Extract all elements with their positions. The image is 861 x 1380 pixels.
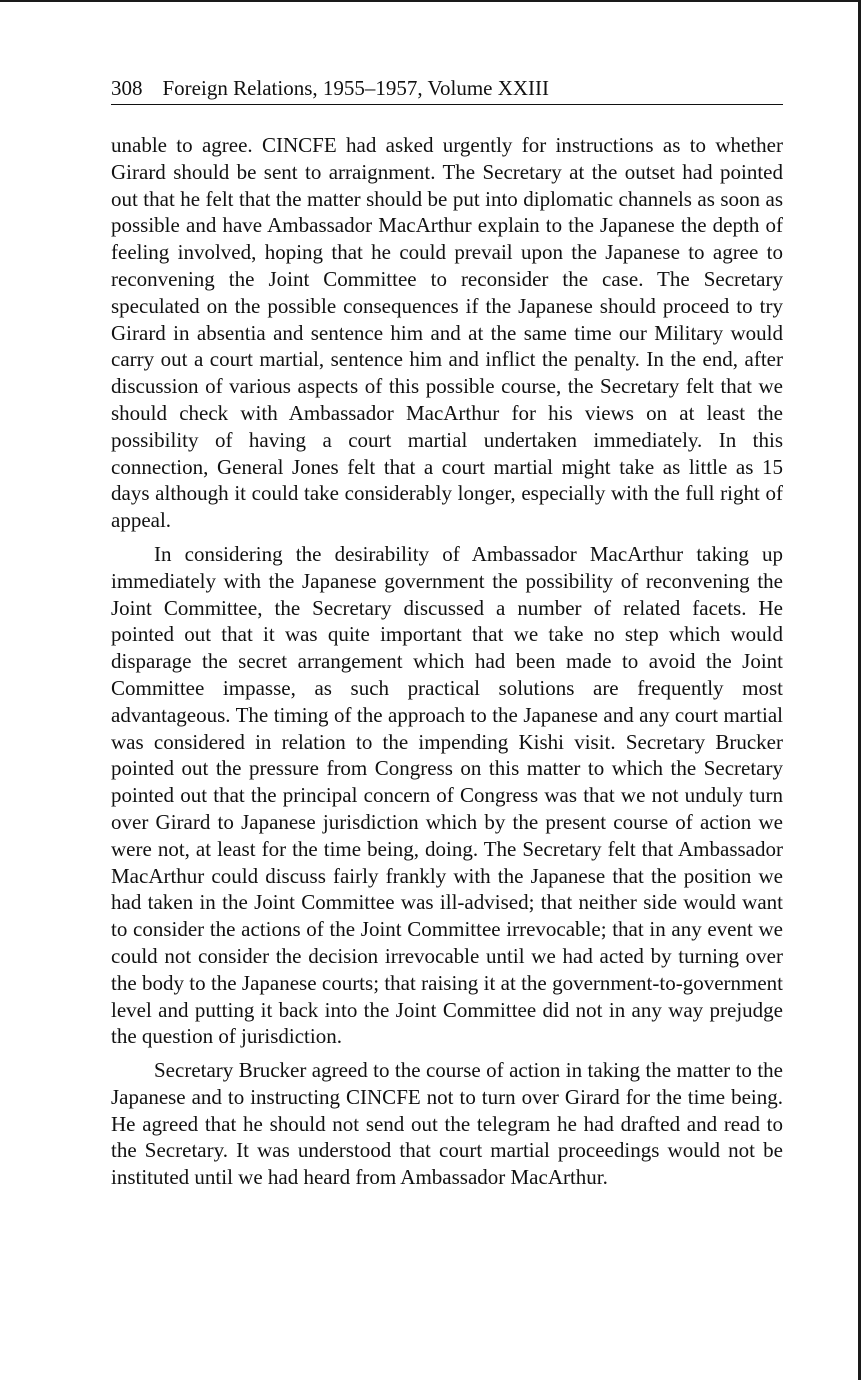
running-title: Foreign Relations, 1955–1957, Volume XXIII (162, 76, 550, 100)
document-page (111, 74, 783, 1191)
paragraph-continuation: unable to agree. CINCFE had asked urgently for instructions as to whether Girard should be sent to arraignment. The Secretary at the outset had pointed out that he felt that the matter should be put into diplomatic channels as soon as possible and have Ambassador MacArthur explain to the Japanese the depth of feeling involved, hoping that he could prevail upon the Japanese to agree to reconvening the Joint Committee to reconsider the case. The Secretary speculated on the possible consequences if the Japanese should proceed to try Girard in absentia and sentence him and at the same time our Military would carry out a court martial, sentence him and inflict the penalty. In the end, after discussion of various aspects of this possible course, the Secretary felt that we should check with Ambassador MacArthur for his views on at least the possibility of having a court martial undertaken immediately. In this connection, General Jones felt that a court martial might take as little as 15 days although it could take considerably longer, especially with the full right of appeal. (111, 133, 783, 533)
page-number: 308 (111, 76, 143, 100)
running-header (111, 74, 783, 105)
body-text (111, 132, 783, 1191)
paragraph-brucker-agreement: Secretary Brucker agreed to the course of action in taking the matter to the Japanese and to instructing CINCFE not to turn over Girard for the time being. He agreed that he should not send out the telegram he had drafted and read to the Secretary. It was understood that court martial proceedings would not be instituted until we had heard from Ambassador MacArthur. (111, 1058, 783, 1190)
paragraph-joint-committee: In considering the desirability of Ambassador MacArthur taking up immediately with the Japanese government the possibility of reconvening the Joint Committee, the Secretary discussed a number of related facets. He pointed out that it was quite important that we take no step which would disparage the secret arrangement which had been made to avoid the Joint Committee impasse, as such practical solutions are frequently most advantageous. The timing of the approach to the Japanese and any court martial was considered in relation to the impending Kishi visit. Secretary Brucker pointed out the pressure from Congress on this matter to which the Secretary pointed out that the principal concern of Congress was that we not unduly turn over Girard to Japanese jurisdiction which by the present course of action we were not, at least for the time being, doing. The Secretary felt that Ambassador MacArthur could discuss fairly frankly with the Japanese that the position we had taken in the Joint Committee was ill-advised; that neither side would want to consider the actions of the Joint Committee irrevocable; that in any event we could not consider the decision irrevocable until we had acted by turning over the body to the Japanese courts; that raising it at the government-to-government level and putting it back into the Joint Committee did not in any way prejudge the question of jurisdiction. (111, 541, 783, 1049)
scan-top-edge (0, 0, 861, 2)
